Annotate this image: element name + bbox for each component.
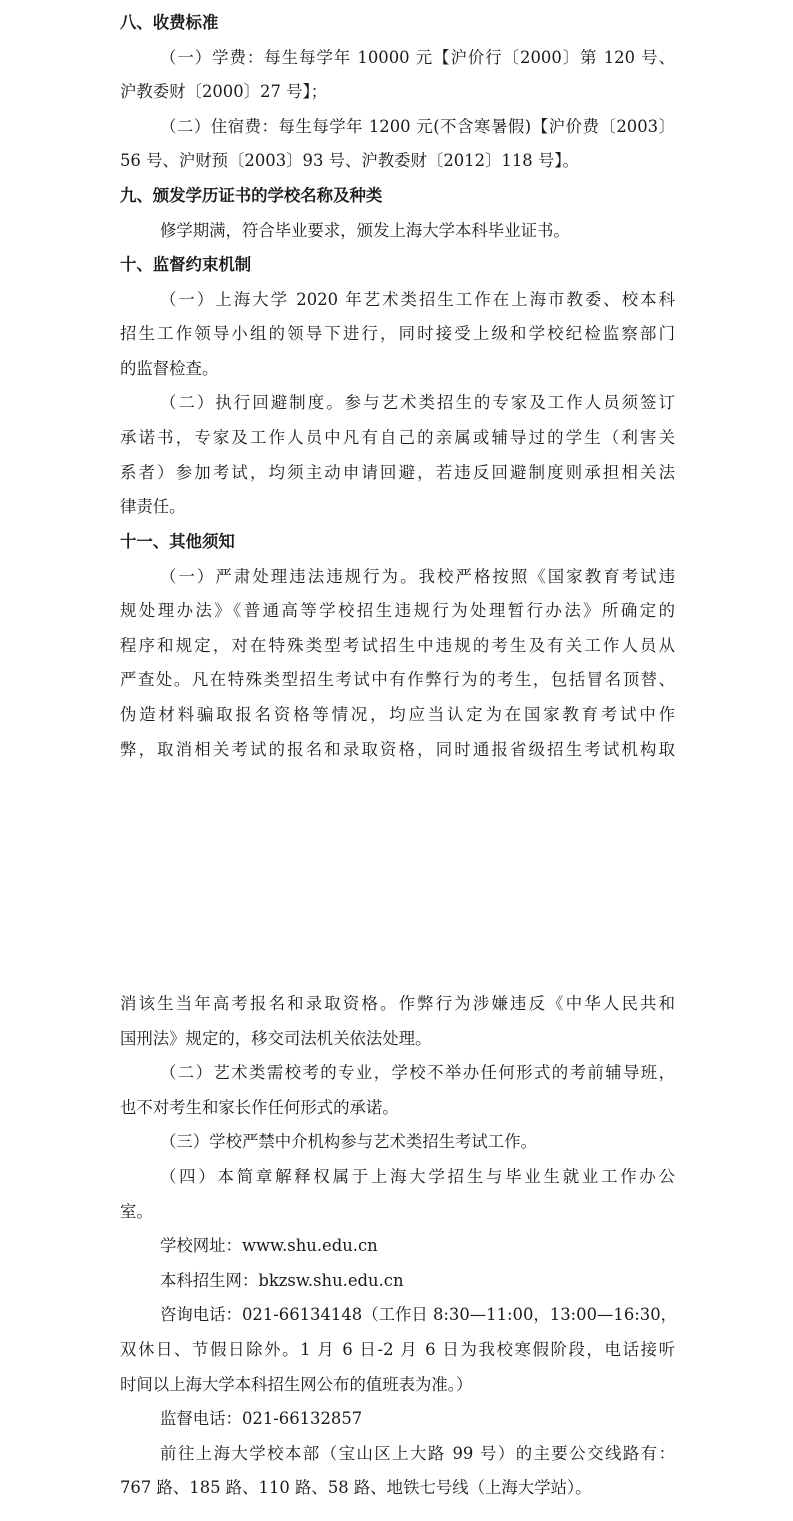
admissions-website: 本科招生网：bkzsw.shu.edu.cn (160, 1270, 404, 1290)
paragraph-line: 严查处。凡在特殊类型招生考试中有作弊行为的考生，包括冒名顶替、 (120, 670, 675, 690)
paragraph-line: 的监督检查。 (120, 358, 219, 378)
paragraph-line: （二）执行回避制度。参与艺术类招生的专家及工作人员须签订 (160, 393, 675, 413)
section-heading-fees: 八、收费标准 (120, 13, 219, 32)
paragraph-line: 律责任。 (120, 497, 186, 517)
paragraph-line: （二）艺术类需校考的专业，学校不举办任何形式的考前辅导班， (160, 1063, 675, 1083)
paragraph-line: 消该生当年高考报名和录取资格。作弊行为涉嫌违反《中华人民共和 (120, 994, 675, 1013)
paragraph-line: （一）学费：每生每学年 10000 元【沪价行〔2000〕第 120 号、 (160, 47, 675, 67)
section-other-notes (120, 525, 675, 767)
paragraph-line: 招生工作领导小组的领导下进行，同时接受上级和学校纪检监察部门 (120, 324, 675, 344)
paragraph-line: 双休日、节假日除外。1 月 6 日-2 月 6 日为我校寒假阶段，电话接听 (120, 1339, 675, 1359)
paragraph-line: 规处理办法》《普通高等学校招生违规行为处理暂行办法》所确定的 (120, 601, 675, 621)
paragraph-line: 伪造材料骗取报名资格等情况，均应当认定为在国家教育考试中作 (120, 704, 675, 724)
paragraph-line: （一）严肃处理违法违规行为。我校严格按照《国家教育考试违 (160, 566, 675, 586)
paragraph-line: 程序和规定，对在特殊类型考试招生中违规的考生及有关工作人员从 (120, 635, 675, 655)
paragraph-line: 系者）参加考试，均须主动申请回避，若违反回避制度则承担相关法 (120, 462, 675, 482)
paragraph-line: 也不对考生和家长作任何形式的承诺。 (120, 1097, 399, 1117)
paragraph-line: 承诺书，专家及工作人员中凡有自己的亲属或辅导过的学生（利害关 (120, 427, 675, 447)
paragraph-line: 56 号、沪财预〔2003〕93 号、沪教委财〔2012〕118 号】。 (120, 151, 579, 171)
paragraph-line: 时间以上海大学本科招生网公布的值班表为准。） (120, 1374, 473, 1394)
school-website: 学校网址：www.shu.edu.cn (160, 1236, 378, 1256)
section-supervision (120, 248, 675, 525)
section-certificate (120, 179, 675, 248)
paragraph-line: （二）住宿费：每生每学年 1200 元(不含寒暑假)【沪价费〔2003〕 (160, 116, 675, 136)
page-two-content (120, 987, 678, 1506)
paragraph-line: 弊，取消相关考试的报名和录取资格，同时通报省级招生考试机构取 (120, 739, 675, 759)
consultation-phone: 咨询电话：021-66134148（工作日 8:30—11:00，13:00—16:30， (160, 1305, 678, 1325)
section-heading-certificate: 九、颁发学历证书的学校名称及种类 (120, 186, 383, 205)
supervision-phone: 监督电话：021-66132857 (160, 1409, 363, 1429)
paragraph-line: （一）上海大学 2020 年艺术类招生工作在上海市教委、校本科 (160, 289, 675, 309)
paragraph-line: 沪教委财〔2000〕27 号】； (120, 82, 328, 102)
section-heading-supervision: 十、监督约束机制 (120, 255, 252, 274)
paragraph-line: 室。 (120, 1201, 153, 1221)
paragraph-line: （四）本简章解释权属于上海大学招生与毕业生就业工作办公 (160, 1166, 675, 1186)
paragraph-line: 国刑法》规定的，移交司法机关依法处理。 (120, 1028, 432, 1048)
section-fees (120, 6, 675, 179)
bus-routes-intro: 前往上海大学校本部（宝山区上大路 99 号）的主要公交线路有： (160, 1443, 675, 1463)
paragraph-line: （三）学校严禁中介机构参与艺术类招生考试工作。 (160, 1132, 537, 1152)
bus-routes-list: 767 路、185 路、110 路、58 路、地铁七号线（上海大学站）。 (120, 1478, 592, 1498)
paragraph-line: 修学期满，符合毕业要求，颁发上海大学本科毕业证书。 (160, 220, 570, 240)
section-heading-other-notes: 十一、其他须知 (120, 532, 235, 551)
